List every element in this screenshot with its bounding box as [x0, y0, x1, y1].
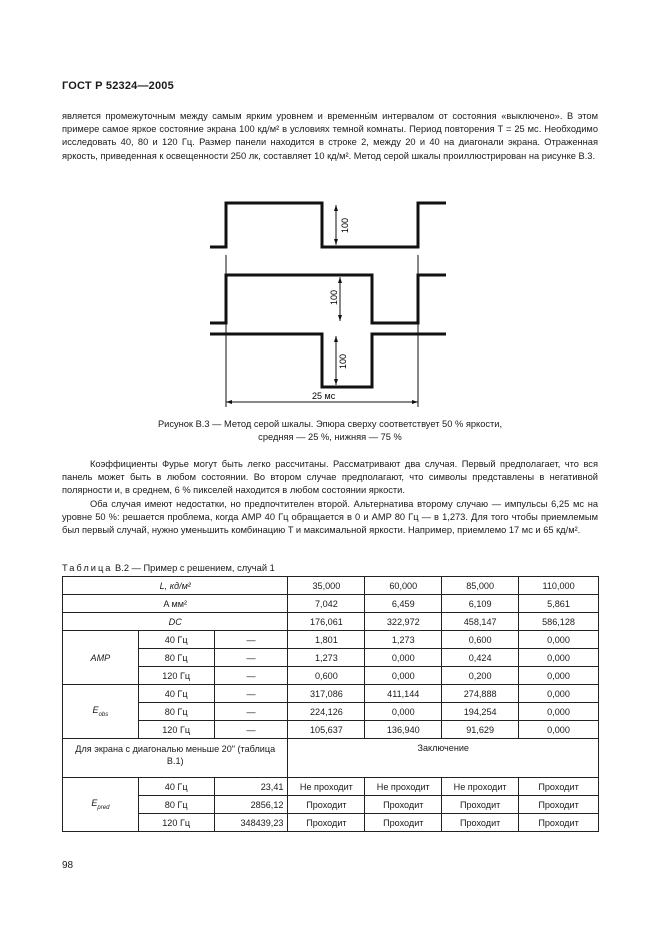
table-row: [63, 685, 599, 703]
cell: 1,273: [288, 649, 365, 667]
cell: 110,000: [519, 577, 599, 595]
table-row: [63, 703, 599, 721]
diagonal-label: Для экрана с диагональю меньше 20" (таблица В.1): [63, 739, 288, 778]
cell: —: [214, 667, 288, 685]
table-row: [63, 577, 599, 595]
table-row: [63, 631, 599, 649]
table-row: [63, 796, 599, 814]
top-waveform: [210, 203, 446, 247]
cell: 0,000: [365, 667, 442, 685]
amp-label: AMP: [63, 631, 139, 685]
cell: 23,41: [214, 778, 288, 796]
cell: Проходит: [442, 796, 519, 814]
cell: Не проходит: [288, 778, 365, 796]
cell: 120 Гц: [138, 814, 214, 832]
cell: 0,000: [365, 649, 442, 667]
cell: Не проходит: [365, 778, 442, 796]
cell: —: [214, 721, 288, 739]
document-header: ГОСТ Р 52324—2005: [62, 80, 174, 92]
cell: 80 Гц: [138, 796, 214, 814]
dc-label: DC: [63, 613, 288, 631]
cell: 120 Гц: [138, 721, 214, 739]
cell: Не проходит: [442, 778, 519, 796]
level-label-middle: 100: [329, 289, 339, 305]
cell: 0,600: [288, 667, 365, 685]
period-label: 25 мс: [312, 391, 336, 401]
table-row: [63, 595, 599, 613]
cell: 0,000: [519, 685, 599, 703]
cell: 0,000: [519, 703, 599, 721]
gray-scale-figure: [200, 195, 460, 410]
cell: 586,128: [519, 613, 599, 631]
cell: —: [214, 685, 288, 703]
bottom-waveform: [210, 334, 446, 387]
cell: 458,147: [442, 613, 519, 631]
middle-waveform: [210, 275, 446, 323]
cell: 317,086: [288, 685, 365, 703]
cell: 224,126: [288, 703, 365, 721]
cell: 40 Гц: [138, 778, 214, 796]
cell: 0,424: [442, 649, 519, 667]
cell: 7,042: [288, 595, 365, 613]
conclusion-label: Заключение: [288, 739, 599, 778]
l-label: L, кд/м²: [63, 577, 288, 595]
intro-text: является промежуточным между самым ярким уровнем и временны́м интервалом от состояния «выключено». В этом примере самое яркое состояние экрана 100 кд/м² в условиях темной комнаты. Период повторения T = 25 мс. Необходимо исследовать 40, 80 и 120 Гц. Размер панели находится в строке 2, между 20 и 40 на диагонали экрана. Отраженная яркость, приведенная к освещенности 250 лк, составляет 10 кд/м². Метод серой шкалы проиллюстрирован на рисунке В.3.: [62, 111, 598, 161]
cell: 322,972: [365, 613, 442, 631]
table-caption-word: Таблица: [62, 563, 113, 573]
table-caption: [62, 563, 275, 573]
cell: Проходит: [365, 796, 442, 814]
cell: 0,000: [519, 649, 599, 667]
cell: —: [214, 631, 288, 649]
cell: 0,000: [519, 667, 599, 685]
cell: 2856,12: [214, 796, 288, 814]
cell: 40 Гц: [138, 685, 214, 703]
page-number: 98: [62, 860, 74, 871]
cell: 274,888: [442, 685, 519, 703]
figure-caption-line2: средняя — 25 %, нижняя — 75 %: [258, 432, 402, 443]
a-label: A мм²: [63, 595, 288, 613]
figure-caption: [100, 418, 560, 445]
paragraph-cases: Оба случая имеют недостатки, но предпочтителен второй. Альтернатива второму случаю — импульсы 6,25 мс на уровне 50 %: решается проблема, когда AMP 40 Гц обращается в 0 и AMP 80 Гц — в 1,273. Для того чтобы приемлемым был первый случай, нужно уменьшить комбинацию T и максимальной яркости. Например, приемлемо 17 мс и 65 кд/м².: [62, 498, 598, 536]
cell: 0,600: [442, 631, 519, 649]
table-row: [63, 613, 599, 631]
eobs-label: $E_{obs}$: [63, 685, 139, 739]
cell: Проходит: [442, 814, 519, 832]
cell: 136,940: [365, 721, 442, 739]
table-row: [63, 649, 599, 667]
cell: 1,801: [288, 631, 365, 649]
cell: 5,861: [519, 595, 599, 613]
cell: 40 Гц: [138, 631, 214, 649]
cell: Проходит: [519, 814, 599, 832]
cell: 91,629: [442, 721, 519, 739]
cell: 80 Гц: [138, 703, 214, 721]
cell: —: [214, 649, 288, 667]
cell: 105,637: [288, 721, 365, 739]
cell: 6,459: [365, 595, 442, 613]
cell: 1,273: [365, 631, 442, 649]
table-row: [63, 667, 599, 685]
cell: 176,061: [288, 613, 365, 631]
table-row: [63, 778, 599, 796]
solution-table: [62, 576, 599, 832]
cell: Проходит: [288, 796, 365, 814]
intro-paragraph: [62, 110, 598, 163]
cell: 85,000: [442, 577, 519, 595]
cell: 6,109: [442, 595, 519, 613]
body-paragraphs: [62, 458, 598, 537]
cell: 80 Гц: [138, 649, 214, 667]
epred-label: $E_{pred}$: [63, 778, 139, 832]
figure-caption-line1: Рисунок В.3 — Метод серой шкалы. Эпюра сверху соответствует 50 % яркости,: [157, 419, 503, 429]
cell: 194,254: [442, 703, 519, 721]
level-label-bottom: 100: [338, 353, 348, 369]
cell: Проходит: [365, 814, 442, 832]
cell: Проходит: [519, 778, 599, 796]
table-row: [63, 721, 599, 739]
cell: 120 Гц: [138, 667, 214, 685]
paragraph-fourier: Коэффициенты Фурье могут быть легко рассчитаны. Рассматривают два случая. Первый предполагает, что вся панель может быть в любом состоянии. Во втором случае предполагают, что символы представлены в негативной полярности и, в среднем, 6 % пикселей находится в любом состоянии яркости.: [62, 459, 598, 496]
cell: 0,000: [365, 703, 442, 721]
cell: 60,000: [365, 577, 442, 595]
cell: 0,000: [519, 721, 599, 739]
level-label-top: 100: [340, 217, 350, 233]
cell: 0,000: [519, 631, 599, 649]
cell: —: [214, 703, 288, 721]
table-row: [63, 739, 599, 778]
cell: 35,000: [288, 577, 365, 595]
table-row: [63, 814, 599, 832]
cell: 411,144: [365, 685, 442, 703]
cell: Проходит: [519, 796, 599, 814]
cell: 348439,23: [214, 814, 288, 832]
table-caption-text: В.2 — Пример с решением, случай 1: [115, 563, 275, 573]
cell: Проходит: [288, 814, 365, 832]
cell: 0,200: [442, 667, 519, 685]
